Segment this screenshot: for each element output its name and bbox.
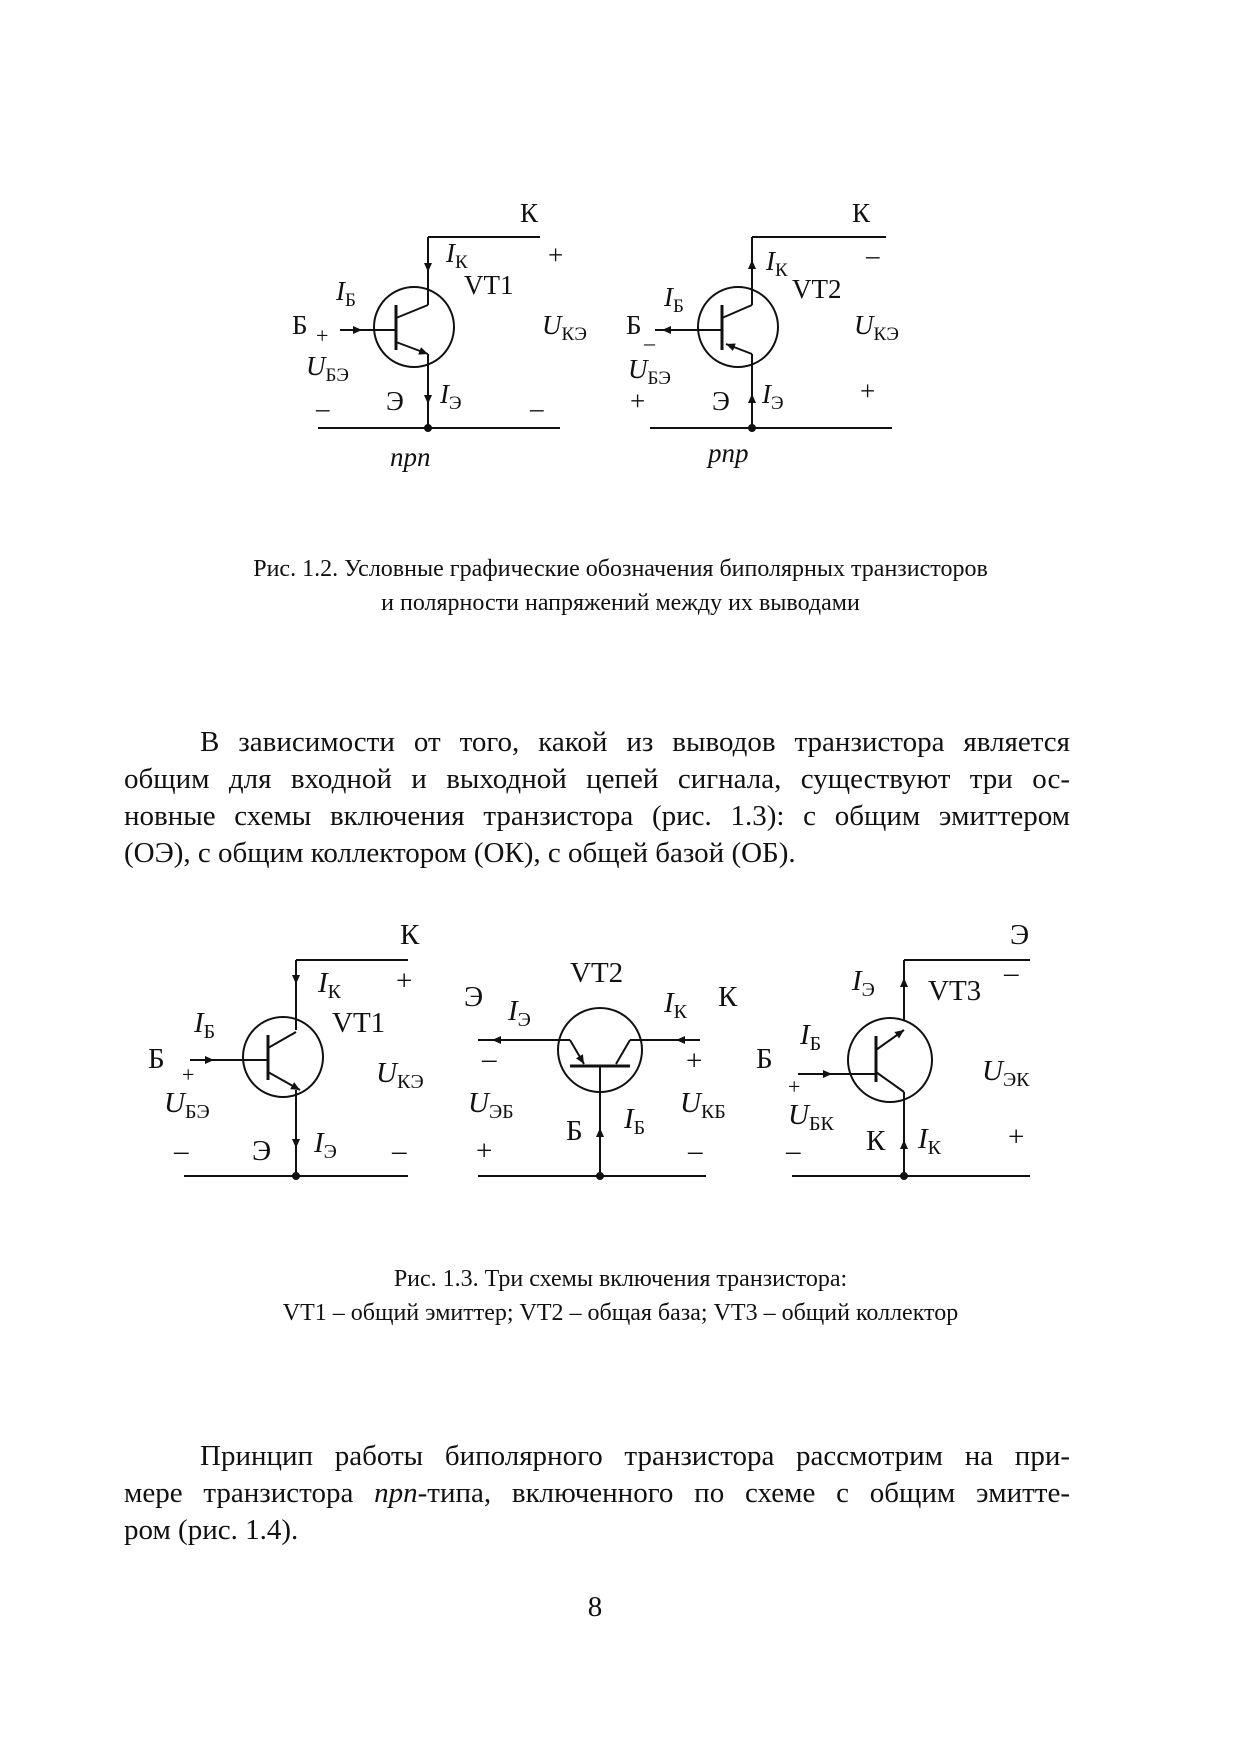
npn-device-label: VT1	[464, 270, 514, 300]
caption-line: Рис. 1.3. Три схемы включения транзистора:	[393, 1266, 848, 1292]
figure-1-3-caption	[0, 1262, 1241, 1330]
cc-ik-label: $I_К$	[918, 1123, 942, 1159]
cb-base-label: Б	[566, 1115, 583, 1147]
common-emitter-circuit	[184, 960, 408, 1179]
figure-1-2-caption	[0, 552, 1241, 620]
text-run: -типа, включенного по схеме с общим эмитте-	[417, 1477, 1070, 1509]
cb-plus-left: +	[476, 1135, 493, 1167]
caption-line: Рис. 1.2. Условные графические обозначения биполярных транзисторов	[253, 556, 988, 582]
caption-line: и полярности напряжений между их выводами	[381, 590, 860, 616]
npn-ik-label: $I_К$	[446, 238, 468, 273]
ce-ik-label: $I_К$	[318, 967, 342, 1003]
pnp-plus-left: +	[630, 386, 646, 416]
npn-plus-base: +	[316, 323, 329, 348]
paragraph-line: ром (рис. 1.4).	[124, 1514, 299, 1546]
ce-device-label: VT1	[332, 1007, 386, 1039]
ce-minus-right: –	[392, 1135, 407, 1167]
common-emitter-labels	[148, 919, 424, 1167]
pnp-device-label: VT2	[792, 274, 842, 304]
text-run: мере транзистора	[124, 1477, 375, 1509]
npn-transistor-circuit	[318, 237, 560, 431]
ce-ie-label: $I_Э$	[314, 1127, 337, 1163]
cc-device-label: VT3	[928, 975, 982, 1007]
paragraph-line: Принцип работы биполярного транзистора рассмотрим на при-	[200, 1440, 1070, 1472]
ce-plus-base: +	[182, 1062, 195, 1087]
npn-ie-label: $I_Э$	[440, 379, 462, 414]
pnp-type-label: pnp	[708, 438, 749, 468]
paragraph-1	[124, 724, 1070, 872]
common-base-circuit	[478, 1008, 706, 1179]
paragraph-line: новные схемы включения транзистора (рис. 1.3): с общим эмиттером	[124, 800, 1070, 832]
page-number: 8	[587, 1591, 603, 1623]
paragraph-line: (ОЭ), с общим коллектором (ОК), с общей базой (ОБ).	[124, 837, 796, 869]
cc-uek-label: $U_{ЭК}$	[982, 1055, 1030, 1091]
pnp-ube-label: $U_{БЭ}$	[628, 354, 671, 389]
cc-minus-top: –	[1004, 957, 1019, 989]
npn-base-label: Б	[292, 310, 308, 340]
pnp-ib-label: $I_Б$	[664, 282, 684, 317]
ce-collector-label: К	[400, 919, 420, 951]
pnp-minus-base: –	[644, 330, 655, 355]
npn-uce-label: $U_{КЭ}$	[542, 310, 587, 345]
ce-plus-top: +	[396, 965, 413, 997]
paragraph-line: В зависимости от того, какой из выводов транзистора является	[200, 726, 1070, 758]
npn-minus-left: –	[316, 393, 330, 423]
ce-emitter-label: Э	[252, 1135, 272, 1167]
npn-plus-top: +	[548, 240, 564, 270]
paragraph-line	[124, 1475, 1070, 1512]
npn-collector-label: К	[520, 198, 539, 228]
cb-ie-label: $I_Э$	[508, 995, 531, 1031]
cc-ubk-label: $U_{БК}$	[788, 1099, 834, 1135]
cc-emitter-label: Э	[1010, 919, 1030, 951]
cb-device-label: VT2	[570, 957, 624, 989]
pnp-emitter-label: Э	[712, 386, 730, 416]
pnp-ie-label: $I_Э$	[762, 379, 784, 414]
cc-ie-label: $I_Э$	[852, 965, 875, 1001]
common-collector-labels	[756, 919, 1030, 1167]
npn-emitter-label: Э	[386, 386, 404, 416]
cc-base-label: Б	[756, 1043, 773, 1075]
pnp-minus-top: –	[866, 240, 880, 270]
cc-ib-label: $I_Б$	[800, 1019, 822, 1055]
figure-1-2-diagram	[0, 0, 1241, 480]
cb-plus-right: +	[686, 1045, 703, 1077]
cc-collector-label: К	[866, 1125, 886, 1157]
npn-ube-label: $U_{БЭ}$	[306, 351, 349, 386]
cb-collector-label: К	[718, 981, 738, 1013]
cc-plus-base: +	[788, 1074, 801, 1099]
pnp-uce-label: $U_{КЭ}$	[854, 310, 899, 345]
ce-ube-label: $U_{БЭ}$	[164, 1087, 210, 1123]
ce-base-label: Б	[148, 1043, 165, 1075]
cb-ueb-label: $U_{ЭБ}$	[468, 1087, 514, 1123]
ce-ib-label: $I_Б$	[194, 1007, 216, 1043]
ce-minus-left: –	[174, 1135, 189, 1167]
cb-ukb-label: $U_{КБ}$	[680, 1087, 726, 1123]
npn-minus-right: –	[530, 393, 544, 423]
ce-uce-label: $U_{КЭ}$	[376, 1057, 424, 1093]
cb-minus-right: –	[688, 1135, 703, 1167]
cb-ik-label: $I_К$	[664, 987, 688, 1023]
npn-term: npn	[374, 1477, 418, 1509]
pnp-collector-label: К	[852, 198, 871, 228]
cb-emitter-label: Э	[464, 981, 484, 1013]
paragraph-2	[124, 1438, 1070, 1549]
cb-minus-left: –	[482, 1043, 497, 1075]
cc-minus-bottom: –	[786, 1135, 801, 1167]
npn-ib-label: $I_Б$	[336, 276, 356, 311]
figure-1-3-diagram	[0, 900, 1241, 1220]
pnp-ik-label: $I_К$	[766, 246, 788, 281]
npn-type-label: npn	[390, 442, 431, 472]
paragraph-line: общим для входной и выходной цепей сигнала, существуют три ос-	[124, 763, 1070, 795]
caption-line: VT1 – общий эмиттер; VT2 – общая база; VT3 – общий коллектор	[282, 1300, 959, 1326]
cb-ib-label: $I_Б$	[624, 1103, 646, 1139]
pnp-plus-right: +	[860, 376, 876, 406]
npn-labels	[292, 198, 587, 472]
cc-plus-right: +	[1008, 1121, 1025, 1153]
pnp-base-label: Б	[626, 310, 642, 340]
